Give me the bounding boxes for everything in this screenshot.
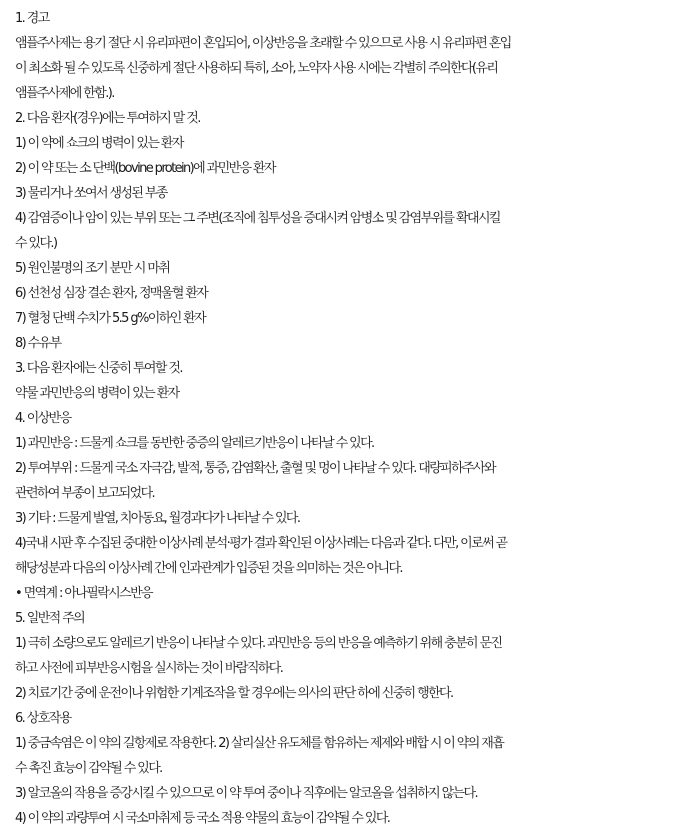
- list-item: 3) 기타 : 드물게 발열, 치아동요, 월경과다가 나타날 수 있다.: [15, 511, 300, 526]
- list-item: 1) 중금속염은 이 약의 길항제로 작용한다. 2) 살리실산 유도체를 함유하는 제제와 배합 시 이 약의 재흡: [15, 736, 504, 751]
- heading-general-precautions: 5. 일반적 주의: [15, 611, 85, 626]
- list-item-continuation: 하고 사전에 피부반응시험을 실시하는 것이 바람직하다.: [15, 661, 283, 676]
- list-item-continuation: 수 있다.): [15, 236, 57, 251]
- list-item: 3) 알코올의 작용을 증강시킬 수 있으므로 이 약 투여 중이나 직후에는 알코올을 섭취하지 않는다.: [15, 786, 478, 801]
- bullet-item: • 면역계 : 아나필락시스반응: [15, 586, 152, 601]
- heading-interactions: 6. 상호작용: [15, 711, 71, 726]
- list-item: 1) 극히 소량으로도 알레르기 반응이 나타날 수 있다. 과민반응 등의 반응을 예측하기 위해 충분히 문진: [15, 636, 502, 651]
- list-item: 4) 감염증이나 암이 있는 부위 또는 그 주변(조직에 침투성을 증대시켜 암병소 및 감염부위를 확대시킬: [15, 211, 500, 226]
- list-item: 2) 치료기간 중에 운전이나 위험한 기계조작을 할 경우에는 의사의 판단 하에 신중히 행한다.: [15, 686, 453, 701]
- list-item: 2) 이 약 또는 소 단백(bovine protein)에 과민반응 환자: [15, 161, 275, 176]
- list-item: 6) 선천성 심장 결손 환자, 정맥울혈 환자: [15, 286, 208, 301]
- heading-caution: 3. 다음 환자에는 신중히 투여할 것.: [15, 361, 182, 376]
- paragraph-line: 약물 과민반응의 병력이 있는 환자: [15, 386, 179, 401]
- list-item-continuation: 해당성분과 다음의 이상사례 간에 인과관계가 입증된 것을 의미하는 것은 아니다.: [15, 561, 402, 576]
- paragraph-line: 앰플주사제에 한함.).: [15, 86, 114, 101]
- list-item: 5) 원인불명의 조기 분만 시 마취: [15, 261, 170, 276]
- list-item: 4)국내 시판 후 수집된 중대한 이상사례 분석·평가 결과 확인된 이상사례는 다음과 같다. 다만, 이로써 곧: [15, 536, 507, 551]
- heading-adverse-reactions: 4. 이상반응: [15, 411, 71, 426]
- list-item: 3) 물리거나 쏘여서 생성된 부종: [15, 186, 167, 201]
- list-item-continuation: 관련하여 부종이 보고되었다.: [15, 486, 155, 501]
- list-item-continuation: 수 촉진 효능이 감약될 수 있다.: [15, 761, 162, 776]
- list-item: 1) 이 약에 쇼크의 병력이 있는 환자: [15, 136, 183, 151]
- list-item: 4) 이 약의 과량투여 시 국소마취제 등 국소 적용 약물의 효능이 감약될 수 있다.: [15, 811, 390, 826]
- heading-warning: 1. 경고: [15, 11, 49, 26]
- list-item: 8) 수유부: [15, 336, 61, 351]
- list-item: 1) 과민반응 : 드물게 쇼크를 동반한 중증의 알레르기반응이 나타날 수 있다.: [15, 436, 374, 451]
- heading-contraindications: 2. 다음 환자(경우)에는 투여하지 말 것.: [15, 111, 200, 126]
- paragraph-line: 이 최소화 될 수 있도록 신중하게 절단 사용하되 특히, 소아, 노약자 사용 시에는 각별히 주의한다(유리: [15, 61, 498, 76]
- list-item: 7) 혈청 단백 수치가 5.5 g%이하인 환자: [15, 311, 206, 326]
- paragraph-line: 앰플주사제는 용기 절단 시 유리파편이 혼입되어, 이상반응을 초래할 수 있으므로 사용 시 유리파편 혼입: [15, 36, 511, 51]
- list-item: 2) 투여부위 : 드물게 국소 자극감, 발적, 통증, 감염확산, 출혈 및 멍이 나타날 수 있다. 대량피하주사와: [15, 461, 495, 476]
